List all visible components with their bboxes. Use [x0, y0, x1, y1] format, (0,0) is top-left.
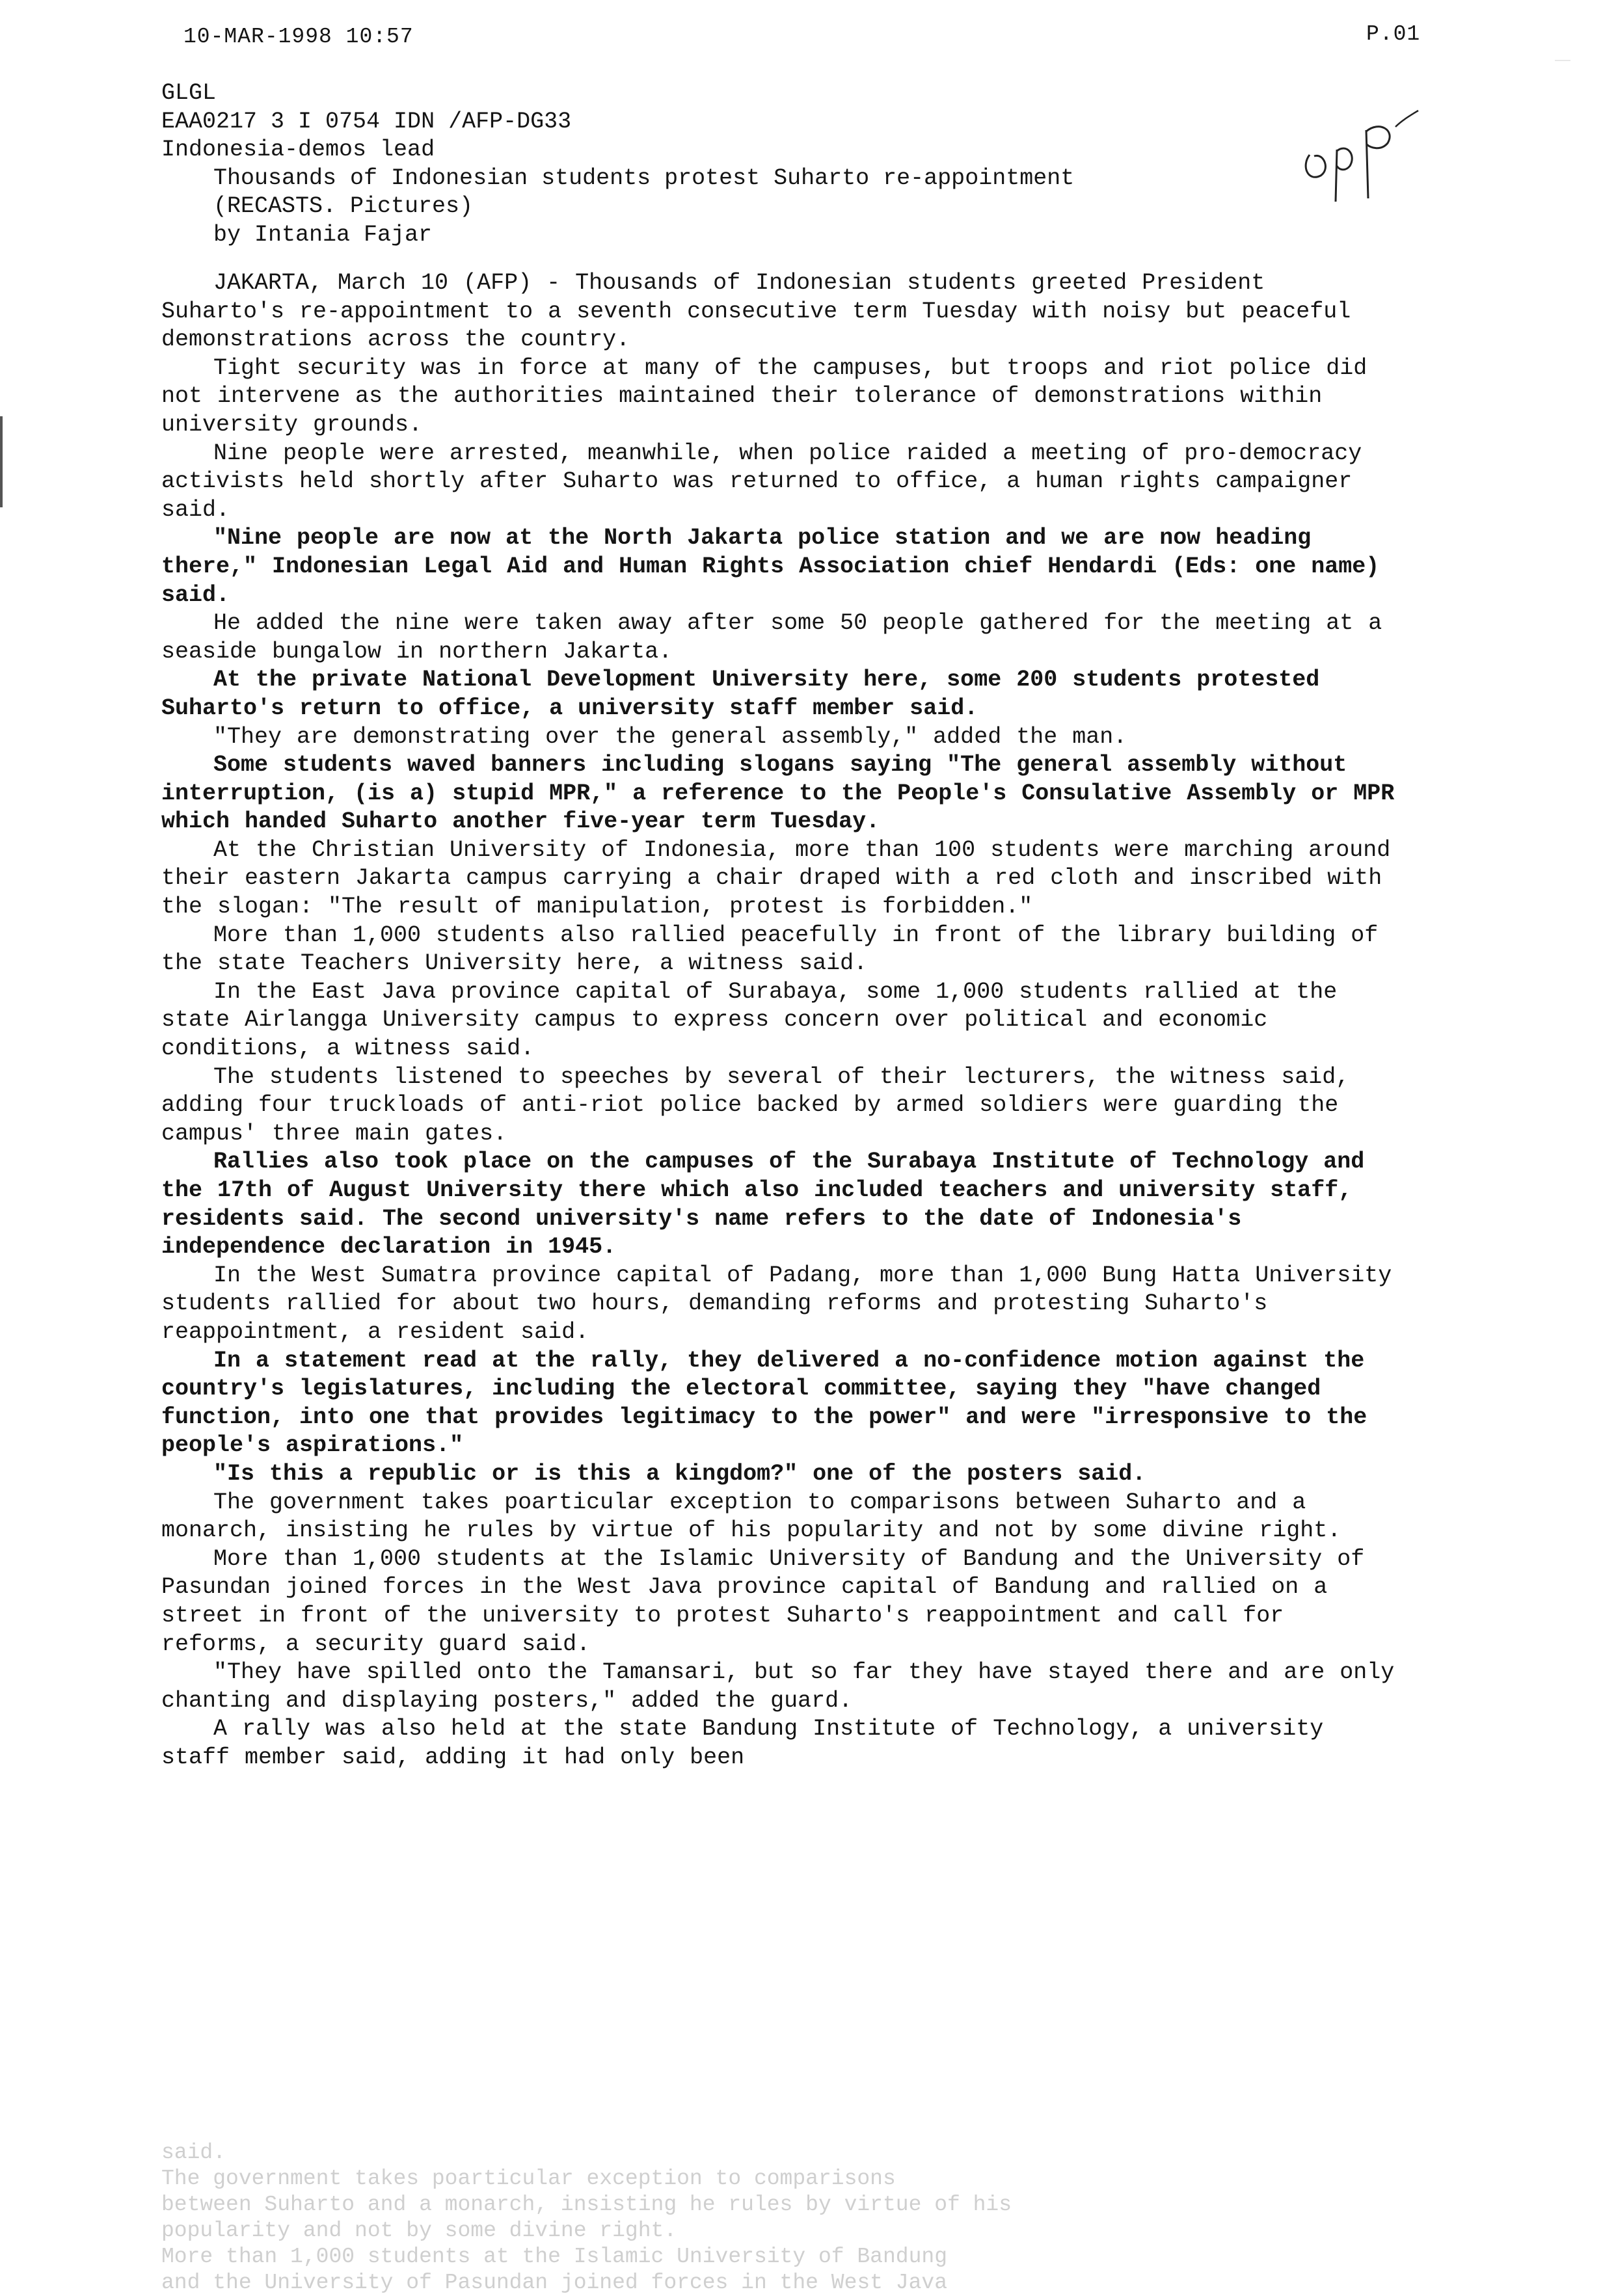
ghost-line: More than 1,000 students at the Islamic University of Bandung [161, 2245, 947, 2269]
paragraph: "Is this a republic or is this a kingdom?" one of the posters said. [213, 1460, 1146, 1487]
byline: by Intania Fajar [213, 221, 433, 248]
wire-code: EAA0217 3 I 0754 IDN /AFP-DG33 [161, 108, 572, 135]
paragraph: "They have spilled onto the Tamansari, but so far they have stayed there and are only chanting and displaying posters," added the guard. [161, 1659, 1395, 1714]
paragraph: At the Christian University of Indonesia, more than 100 students were marching around their eastern Jakarta campus carrying a chair draped with a red cloth and inscribed with the slogan: "The result of manipulation, protest is forbidden." [161, 836, 1391, 920]
paragraph: In the West Sumatra province capital of Padang, more than 1,000 Bung Hatta University students rallied for about two hours, demanding reforms and protesting Suharto's reappointment, a resident said. [161, 1262, 1392, 1345]
paragraph: In the East Java province capital of Surabaya, some 1,000 students rallied at the state Airlangga University campus to express concern over political and economic conditions, a witness said. [161, 978, 1338, 1062]
headline: Thousands of Indonesian students protest Suharto re-appointment [213, 165, 1075, 191]
svg-text:opp: opp [1298, 206, 1300, 207]
paragraph: The government takes poarticular exception to comparisons between Suharto and a monarch, insisting he rules by virtue of his popularity and not by some divine right. [161, 1489, 1341, 1544]
fax-timestamp: 10-MAR-1998 10:57 [183, 25, 414, 49]
ghost-line: said. [161, 2141, 226, 2165]
paragraph: Some students waved banners including slogans saying "The general assembly without interruption, (is a) stupid MPR," a reference to the People's Consulative Assembly or MPR which handed Suharto another five-year term Tuesday. [161, 752, 1395, 835]
paragraph: The students listened to speeches by several of their lecturers, the witness said, adding four truckloads of anti-riot police backed by armed soldiers were guarding the campus' three main gates. [161, 1063, 1350, 1147]
paragraph: Nine people were arrested, meanwhile, when police raided a meeting of pro-democracy activists held shortly after Suharto was returned to office, a human rights campaigner said. [161, 440, 1362, 523]
paragraph: In a statement read at the rally, they delivered a no-confidence motion against the country's legislatures, including the electoral committee, saying they "have changed function, into one that provides legitimacy to the power" and were "irresponsive to the people's aspirations." [161, 1347, 1367, 1459]
paragraph: A rally was also held at the state Bandung Institute of Technology, a university staff member said, adding it had only been [161, 1716, 1324, 1770]
wire-slug: GLGL [161, 80, 217, 106]
paragraph: JAKARTA, March 10 (AFP) - Thousands of Indonesian students greeted President Suharto's re-appointment to a seventh consecutive term Tuesday with noisy but peaceful demonstrations across the country. [161, 270, 1351, 353]
paragraph: More than 1,000 students at the Islamic University of Bandung and the University of Pasundan joined forces in the West Java province capital of Bandung and rallied on a street in front of the university to protest Suharto's reappointment and call for reforms, a security guard said. [161, 1545, 1365, 1657]
scan-mark [0, 416, 3, 507]
wire-keyword: Indonesia-demos lead [161, 137, 435, 163]
ghost-line: popularity and not by some divine right. [161, 2219, 677, 2243]
paragraph: He added the nine were taken away after some 50 people gathered for the meeting at a seaside bungalow in northern Jakarta. [161, 610, 1382, 665]
paragraph: Rallies also took place on the campuses of the Surabaya Institute of Technology and the 17th of August University there which also included teachers and university staff, residents said. The second university's name refers to the date of Indonesia's independence declaration in 1945. [161, 1149, 1365, 1261]
paragraph: More than 1,000 students also rallied peacefully in front of the library building of the state Teachers University here, a witness said. [161, 922, 1379, 977]
ghost-line: The government takes poarticular exception to comparisons [161, 2167, 896, 2191]
ghost-line: between Suharto and a monarch, insisting he rules by virtue of his [161, 2193, 1012, 2217]
handwritten-mark-icon [1298, 104, 1421, 208]
fax-page-number: P.01 [1366, 22, 1421, 46]
headline-note: (RECASTS. Pictures) [213, 193, 474, 220]
paragraph: "They are demonstrating over the general assembly," added the man. [213, 723, 1127, 750]
ghost-line: and the University of Pasundan joined forces in the West Java [161, 2271, 947, 2295]
scan-mark [1555, 60, 1570, 61]
article-body [161, 269, 1397, 1772]
paragraph: At the private National Development University here, some 200 students protested Suharto's return to office, a university staff member said. [161, 667, 1320, 721]
paragraph: "Nine people are now at the North Jakarta police station and we are now heading there," Indonesian Legal Aid and Human Rights Association chief Hendardi (Eds: one name) said. [161, 525, 1380, 608]
wire-header [161, 79, 1267, 250]
paragraph: Tight security was in force at many of the campuses, but troops and riot police did not intervene as the authorities maintained their tolerance of demonstrations within university grounds. [161, 354, 1367, 438]
faded-show-through-text [161, 2140, 1332, 2296]
